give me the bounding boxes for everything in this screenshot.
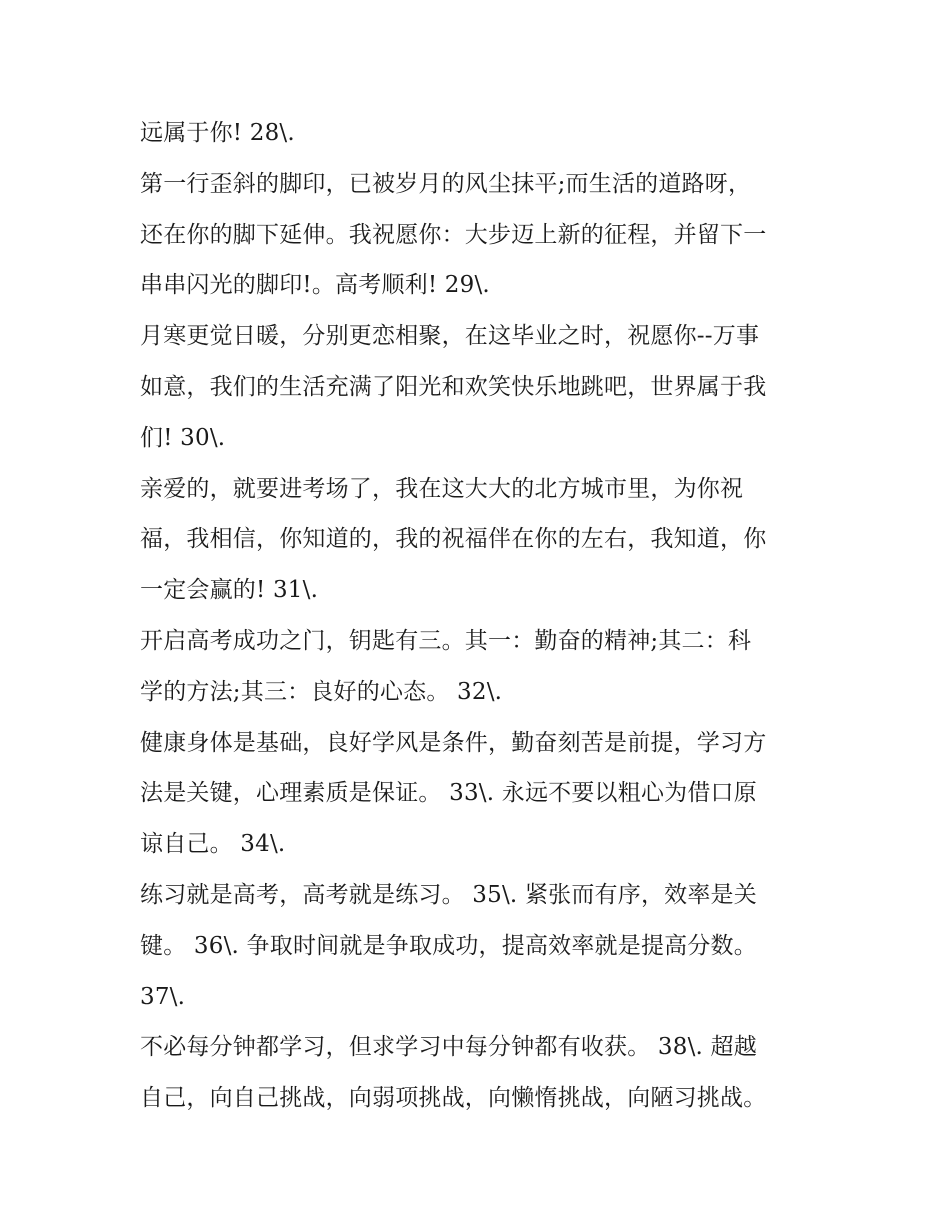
text-line: 串串闪光的脚印!。高考顺利! 29\. [140,272,490,299]
text-line: 月寒更觉日暖，分别更恋相聚，在这毕业之时，祝愿你--万事 [140,323,760,350]
text-line: 不必每分钟都学习，但求学习中每分钟都有收获。 38\. 超越 [140,1034,757,1061]
text-line: 练习就是高考，高考就是练习。 35\. 紧张而有序，效率是关 [140,881,757,908]
text-line: 还在你的脚下延伸。我祝愿你：大步迈上新的征程，并留下一 [140,221,767,248]
text-line: 远属于你! 28\. [140,120,295,146]
text-line: 学的方法;其三：良好的心态。 32\. [140,678,503,705]
text-line: 自己，向自己挑战，向弱项挑战，向懒惰挑战，向陋习挑战。 [140,1085,767,1112]
text-line: 法是关键，心理素质是保证。 33\. 永远不要以粗心为借口原 [140,780,757,807]
text-line: 一定会赢的! 31\. [140,577,319,604]
text-line: 健康身体是基础，良好学风是条件，勤奋刻苦是前提，学习方 [140,729,767,756]
text-line: 键。 36\. 争取时间就是争取成功，提高效率就是提高分数。 [140,932,757,959]
text-line: 如意，我们的生活充满了阳光和欢笑快乐地跳吧，世界属于我 [140,373,767,400]
text-line: 亲爱的，就要进考场了，我在这大大的北方城市里，为你祝 [140,475,744,502]
text-line: 福，我相信，你知道的，我的祝福伴在你的左右，我知道，你 [140,526,767,553]
text-line: 开启高考成功之门，钥匙有三。其一：勤奋的精神;其二：科 [140,627,752,654]
text-line: 37\. [140,983,186,1010]
text-line: 谅自己。 34\. [140,831,286,858]
text-line: 们! 30\. [140,424,226,451]
document-body [140,108,820,1124]
text-line: 第一行歪斜的脚印，已被岁月的风尘抹平;而生活的道路呀， [140,170,752,197]
